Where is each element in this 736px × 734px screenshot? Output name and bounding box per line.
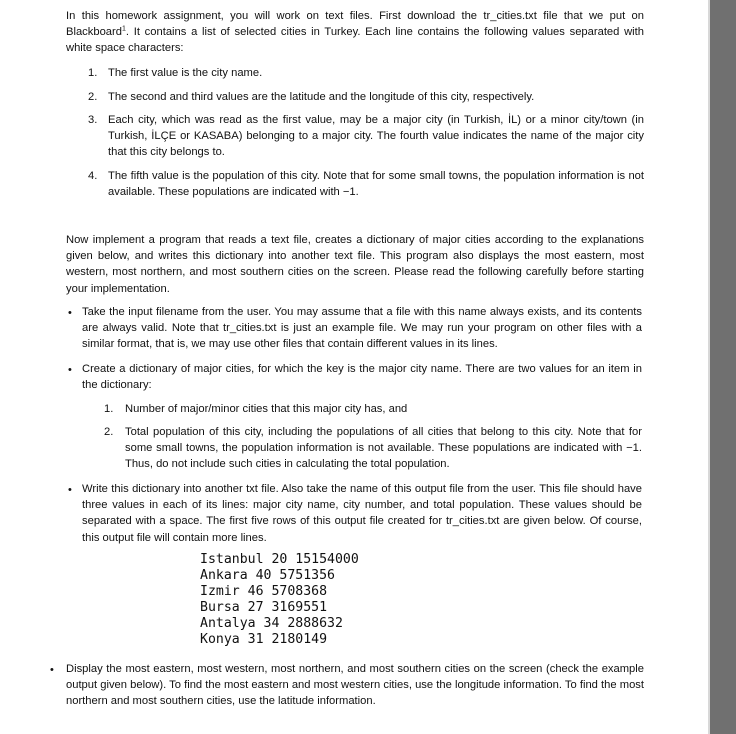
- bullet-input-text: Take the input filename from the user. You may assume that a file with this name always exists, and its contents are always valid. Note that tr_cities.txt is just an example file. We may run your program on other files with a similar format, that is, we may use other files that contain different values in its lines.: [82, 306, 642, 351]
- bullet-dot: •: [68, 364, 72, 376]
- footnote-marker[interactable]: 1: [121, 25, 126, 33]
- output-file-sample: [200, 552, 359, 647]
- code-line: Istanbul 20 15154000: [200, 552, 359, 567]
- code-line: Bursa 27 3169551: [200, 600, 328, 615]
- code-line: Konya 31 2180149: [200, 632, 328, 647]
- bullet-display-text: Display the most eastern, most western, most northern, and most southern cities on the screen (check the example output given below). To find the most eastern and most western cities, use the longitude information. To find the most northern and most southern cities, use the latitude information.: [66, 663, 644, 708]
- implement-paragraph: Now implement a program that reads a text file, creates a dictionary of major cities according to the explanations given below, and writes this dictionary into another text file. This program also displays the most eastern, most western, most northern, and most southern cities on the screen. Please read the following carefully before starting your implementation.: [66, 234, 644, 295]
- bullet-dot: •: [68, 484, 72, 496]
- vertical-scrollbar[interactable]: [710, 0, 736, 734]
- bullet-dot: •: [68, 307, 72, 319]
- code-line: Antalya 34 2888632: [200, 616, 343, 631]
- code-line: Izmir 46 5708368: [200, 584, 328, 599]
- bullet-dictionary-text: Create a dictionary of major cities, for which the key is the major city name. There are two values for an item in the dictionary:: [82, 363, 642, 392]
- bullet-write-text: Write this dictionary into another txt file. Also take the name of this output file from the user. This file should have three values in each of its lines: major city name, city number, and total population. These values should be separated with a space. The first five rows of this output file created for tr_cities.txt are given below. Of course, this output file will contain more lines.: [82, 483, 642, 544]
- intro-paragraph: In this homework assignment, you will work on text files. First download the tr_cities.txt file that we put on Blackboard$^1$. It contains a list of selected cities in Turkey. Each line contains the following values separated with white space characters:: [66, 10, 644, 55]
- bullet-dot: •: [50, 664, 54, 676]
- code-line: Ankara 40 5751356: [200, 568, 335, 583]
- document-page: In this homework assignment, you will work on text files. First download the tr_cities.txt file that we put on Blackboard$^1$. It contains a list of selected cities in Turkey. Each line contains the following values separated with white space characters: 1. The first value is the city name. 2. The second and third values are the latitude and the longitude of this city, respectively. 3. Each city, which was read as the first value, may be a major city (in Turkish, İL) or a minor city/town (in Turkish, İLÇE or KASABA) belonging to a major city. The fourth value indicates the name of the major city that this city belongs to. 4. The fifth value is the population of this city. Note that for some small towns, the population information is not available. These populations are indicated with −1. Now implement a program that reads a text file, creates a dictionary of major cities according to the explanations given below, and writes this dictionary into another text file. This program also displays the most eastern, most western, most northern, and most southern cities on the screen. Please read the following carefully before starting your implementation. • Take the input filename from the user. You may assume that a file with this name always exists, and its contents are always valid. Note that tr_cities.txt is just an example file. We may run your program on other files with a similar format, that is, we may use other files that contain different values in its lines. • Create a dictionary of major cities, for which the key is the major city name. There are two values for an item in the dictionary: 1. Number of major/minor cities that this major city has, and 2. Total population of this city, including the populations of all cities that belong to this city. Note that for some small towns, the population information is not available. These populations are indicated with −1. Thus, do not include such cities in calculating the total population. • Write this dictionary into another txt file. Also take the name of this output file from the user. This file should have three values in each of its lines: major city name, city number, and total population. These values should be separated with a space. The first five rows of this output file created for tr_cities.txt are given below. Of course, this output file will contain more lines. Istanbul 20 15154000 Ankara 40 5751356 Izmir 46 5708368 Bursa 27 3169551 Antalya 34 2888632 Konya 31 2180149 • Display the most eastern, most western, most northern, and most southern cities on the screen (check the example output given below). To find the most eastern and most western cities, use the longitude information. To find the most northern and most southern cities, use the latitude information.: [0, 0, 710, 734]
